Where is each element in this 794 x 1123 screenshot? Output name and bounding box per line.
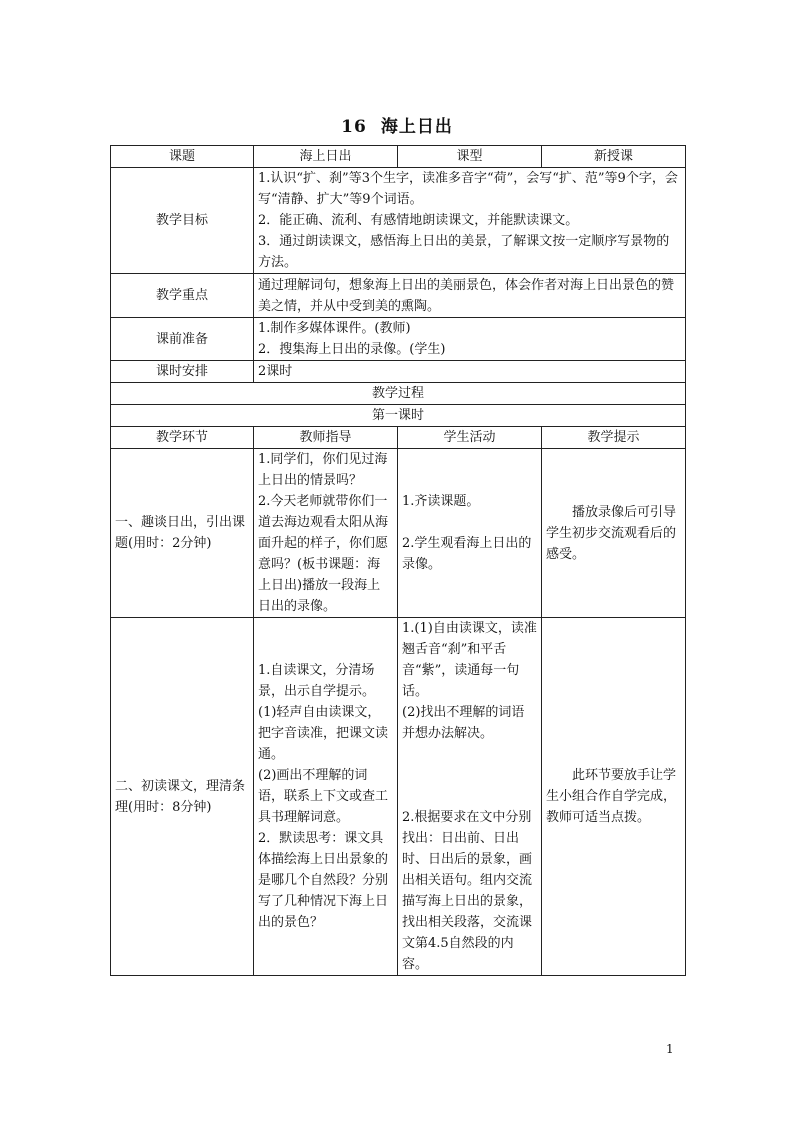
student-item: 2.根据要求在文中分别找出：日出前、日出时、日出后的景象，画出相关语句。组内交流描写海上日出的景象，找出相关段落，交流课文第4.5自然段的内容。	[402, 810, 533, 972]
page-title	[0, 112, 794, 137]
schedule-row	[111, 361, 686, 383]
teacher-item: 2．默读思考：课文具体描绘海上日出景象的是哪几个自然段？分别写了几种情况下海上日出的景色？	[258, 831, 389, 930]
process-heading: 教学过程	[111, 383, 686, 405]
teacher-item: (2)画出不理解的词语，联系上下文或查工具书理解词意。	[258, 768, 389, 825]
tip-cell: 此环节要放手让学生小组合作自学完成，教师可适当点拨。	[542, 618, 686, 976]
focus-label: 教学重点	[111, 274, 254, 318]
goals-row	[111, 168, 686, 274]
prep-row	[111, 318, 686, 361]
teacher-item: 2.今天老师就带你们一道去海边观看太阳从海面升起的样子，你们愿意吗？(板书课题：海上日出)播放一段海上日出的录像。	[258, 494, 389, 614]
prep-label: 课前准备	[111, 318, 254, 361]
lesson-heading-row	[111, 405, 686, 427]
teacher-item: 1.自读课文，分清场景，出示自学提示。	[258, 663, 376, 699]
lesson-plan-table	[110, 145, 686, 976]
schedule-value: 2课时	[254, 361, 686, 383]
type-label: 课型	[398, 146, 542, 168]
topic-row	[111, 146, 686, 168]
topic-value: 海上日出	[254, 146, 398, 168]
lesson-number: 16	[341, 117, 367, 137]
student-item: 2.学生观看海上日出的录像。	[402, 536, 532, 572]
focus-text: 通过理解词句，想象海上日出的美丽景色，体会作者对海上日出景色的赞美之情，并从中受到美的熏陶。	[254, 274, 686, 318]
topic-label: 课题	[111, 146, 254, 168]
student-item: 1.(1)自由读课文，读准翘舌音“刹”和平舌音“紫”，读通每一句话。	[402, 621, 537, 699]
prep-item: 2．搜集海上日出的录像。(学生)	[258, 342, 446, 357]
column-header: 教师指导	[254, 427, 398, 449]
teacher-item: 1.同学们，你们见过海上日出的情景吗？	[258, 452, 388, 488]
student-cell	[398, 449, 542, 618]
column-header: 教学提示	[542, 427, 686, 449]
type-value: 新授课	[542, 146, 686, 168]
goal-item: 2．能正确、流利、有感情地朗读课文，并能默读课文。	[258, 213, 579, 228]
goals-label: 教学目标	[111, 168, 254, 274]
table-row	[111, 449, 686, 618]
tip-cell: 播放录像后可引导学生初步交流观看后的感受。	[542, 449, 686, 618]
column-header-row	[111, 427, 686, 449]
focus-row	[111, 274, 686, 318]
lesson-heading: 第一课时	[111, 405, 686, 427]
goal-item: 1.认识“扩、刹”等3个生字，读准多音字“荷”，会写“扩、范”等9个字，会写“清静、扩大”等9个词语。	[258, 171, 678, 207]
teacher-item: (1)轻声自由读课文，把字音读准，把课文读通。	[258, 705, 389, 762]
student-cell	[398, 618, 542, 976]
process-heading-row	[111, 383, 686, 405]
goals-cell	[254, 168, 686, 274]
schedule-label: 课时安排	[111, 361, 254, 383]
table-row	[111, 618, 686, 976]
column-header: 学生活动	[398, 427, 542, 449]
page-number: 1	[666, 1042, 674, 1056]
teacher-cell	[254, 449, 398, 618]
prep-cell	[254, 318, 686, 361]
goal-item: 3．通过朗读课文，感悟海上日出的美景，了解课文按一定顺序写景物的方法。	[258, 234, 670, 270]
student-item: 1.齐读课题。	[402, 494, 480, 509]
prep-item: 1.制作多媒体课件。(教师)	[258, 321, 411, 336]
stage-cell: 一、趣谈日出，引出课题(用时：2分钟)	[111, 449, 254, 618]
lesson-title: 海上日出	[380, 117, 453, 137]
student-item: (2)找出不理解的词语并想办法解决。	[402, 705, 525, 741]
teacher-cell	[254, 618, 398, 976]
stage-cell: 二、初读课文，理清条理(用时：8分钟)	[111, 618, 254, 976]
column-header: 教学环节	[111, 427, 254, 449]
